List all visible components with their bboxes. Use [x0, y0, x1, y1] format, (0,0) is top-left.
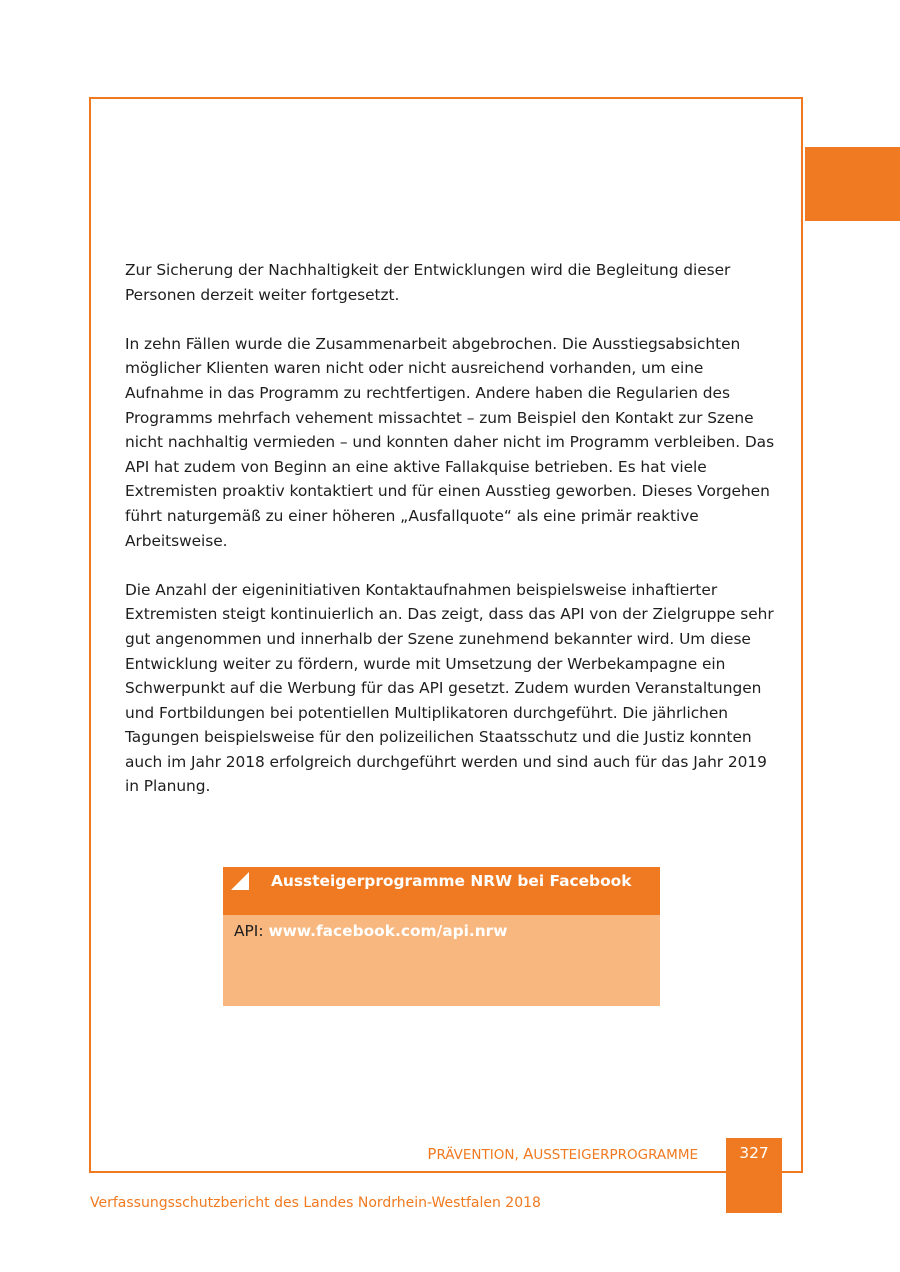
section-label-initial-2: A — [523, 1145, 534, 1163]
paragraph-1: Zur Sicherung der Nachhaltigkeit der Entwicklungen wird die Begleitung dieser Personen derzeit weiter fortgesetzt. — [125, 261, 731, 304]
footer-text: Verfassungsschutzbericht des Landes Nordrhein-Westfalen 2018 — [90, 1195, 541, 1211]
paragraph-2: In zehn Fällen wurde die Zusammenarbeit abgebrochen. Die Ausstiegsabsichten möglicher Klienten waren nicht oder nicht ausreichend vorhanden, um eine Aufnahme in das Programm zu rechtfertigen. Andere haben die Regularien des Programms mehrfach vehement missachtet – zum Beispiel den Kontakt zur Szene nicht nachhaltig vermieden – und konnten daher nicht im Programm verbleiben. Das API hat zudem von Beginn an eine aktive Fallakquise betrieben. Es hat viele Extremisten proaktiv kontaktiert und für einen Ausstieg geworben. Dieses Vorgehen führt naturgemäß zu einer höheren „Ausfallquote“ als eine primär reaktive Arbeitsweise. — [125, 334, 775, 550]
info-box-title: Aussteigerprogramme NRW bei Facebook — [271, 872, 632, 890]
section-label-rest-2: USSTEIGERPROGRAMME — [533, 1147, 698, 1163]
section-label-rest-1: RÄVENTION — [436, 1147, 515, 1163]
facebook-link[interactable]: www.facebook.com/api.nrw — [268, 922, 508, 940]
triangle-corner-icon — [231, 872, 249, 890]
info-box — [223, 867, 660, 1006]
info-box-label: API: — [234, 922, 269, 940]
section-label — [427, 1145, 698, 1163]
section-label-sep: , — [514, 1147, 524, 1163]
paragraph-3: Die Anzahl der eigeninitiativen Kontaktaufnahmen beispielsweise inhaftierter Extremisten steigt kontinuierlich an. Das zeigt, dass das API von der Zielgruppe sehr gut angenommen und innerhalb der Szene zunehmend bekannter wird. Um diese Entwicklung weiter zu fördern, wurde mit Umsetzung der Werbekampagne ein Schwerpunkt auf die Werbung für das API gesetzt. Zudem wurden Veranstaltungen und Fortbildungen bei potentiellen Multiplikatoren durchgeführt. Die jährlichen Tagungen beispielsweise für den polizeilichen Staatsschutz und die Justiz konnten auch im Jahr 2018 erfolgreich durchgeführt werden und sind auch für das Jahr 2019 in Planung. — [125, 580, 774, 796]
page-number-tab — [726, 1138, 782, 1213]
page-number: 327 — [739, 1144, 769, 1162]
section-label-initial-1: P — [427, 1145, 437, 1163]
chapter-tab — [805, 147, 900, 221]
info-box-header — [223, 867, 660, 915]
info-box-line — [234, 922, 508, 940]
body-text — [125, 258, 785, 824]
